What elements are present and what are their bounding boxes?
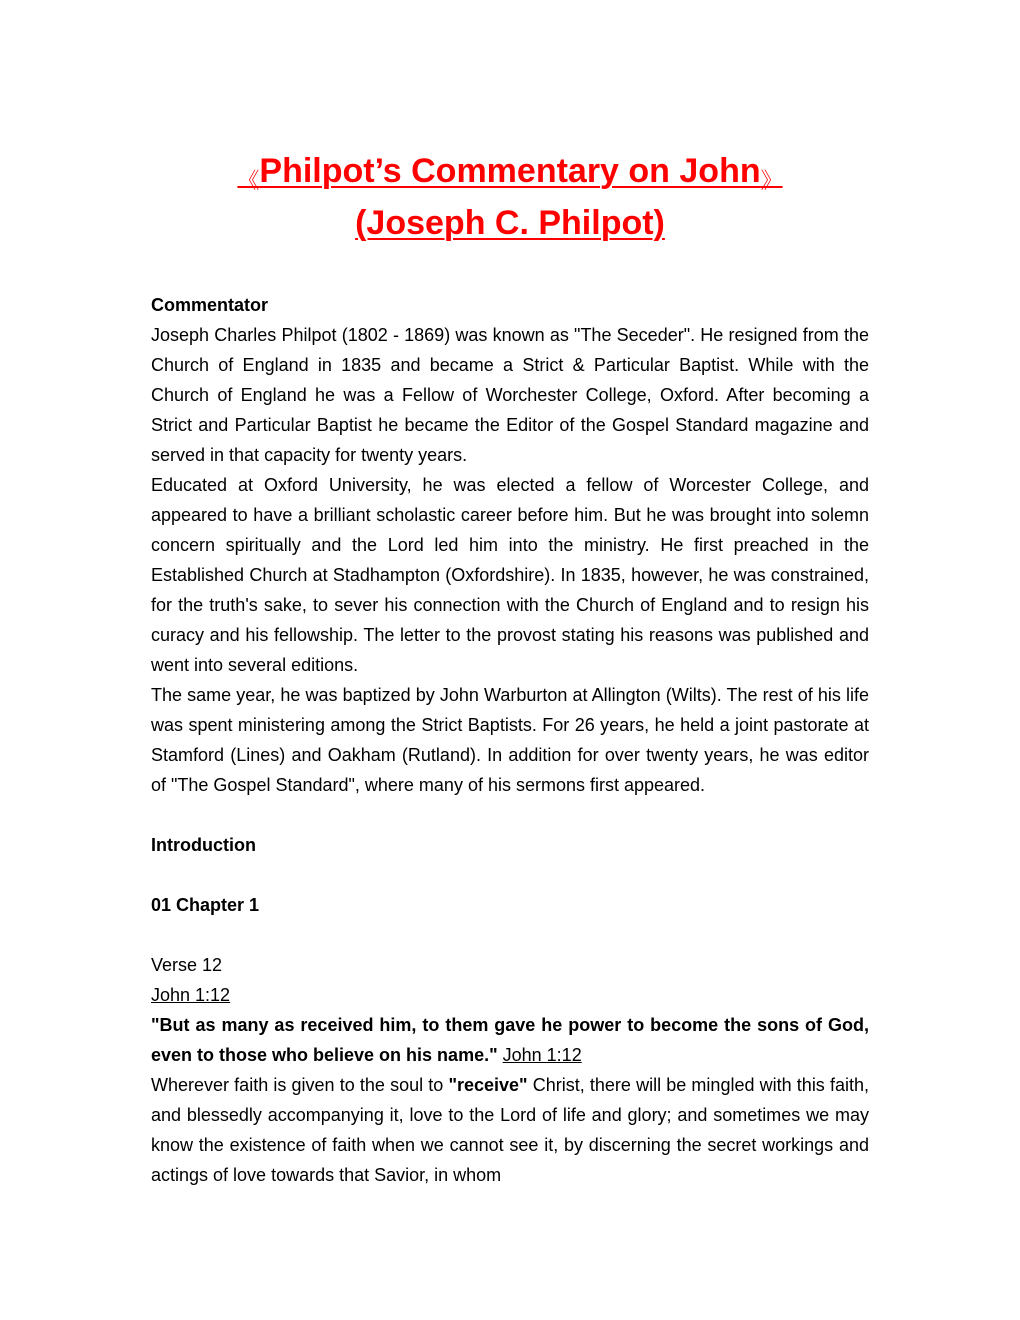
title-close-bracket: 》 (760, 168, 783, 193)
spacer (151, 860, 869, 890)
commentary-emphasis: "receive" (448, 1075, 528, 1095)
title-line-1: Philpot’s Commentary on John (259, 152, 761, 190)
title-line-2: (Joseph C. Philpot) (355, 204, 665, 242)
commentator-paragraph-3: The same year, he was baptized by John Warburton at Allington (Wilts). The rest of his life was spent ministering among the Strict Baptists. For 26 years, he held a joint pastorate at Stamford (Lines) and Oakham (Rutland). In addition for over twenty years, he was editor of "The Gospel Standard", where many of his sermons first appeared. (151, 685, 869, 795)
commentator-heading: Commentator (151, 295, 269, 315)
commentator-paragraph-1: Joseph Charles Philpot (1802 - 1869) was known as "The Seceder". He resigned from the Church of England in 1835 and became a Strict & Particular Baptist. While with the Church of England he was a Fellow of Worchester College, Oxford. After becoming a Strict and Particular Baptist he became the Editor of the Gospel Standard magazine and served in that capacity for twenty years. (151, 325, 869, 465)
spacer (151, 800, 869, 830)
commentary-text-start: Wherever faith is given to the soul to (151, 1075, 449, 1095)
chapter-heading: 01 Chapter 1 (151, 895, 260, 915)
verse-quote: "But as many as received him, to them gave he power to become the sons of God, even to those who believe on his name." (151, 1015, 869, 1065)
document-page (151, 150, 869, 1190)
document-body (151, 290, 869, 1190)
title-open-bracket: 《 (237, 168, 260, 193)
introduction-heading: Introduction (151, 835, 256, 855)
spacer (151, 920, 869, 950)
commentary-paragraph (151, 1070, 869, 1190)
commentary-text-end: Christ, there will be mingled with this faith, and blessedly accompanying it, love to the Lord of life and glory; and sometimes we may know the existence of faith when we cannot see it, by discerning the secret workings and actings of love towards that Savior, in whom (151, 1075, 869, 1185)
quote-reference-link[interactable]: John 1:12 (502, 1045, 582, 1065)
verse-label: Verse 12 (151, 955, 223, 975)
verse-reference-link[interactable]: John 1:12 (151, 985, 231, 1005)
document-title (151, 150, 869, 244)
commentator-paragraph-2: Educated at Oxford University, he was elected a fellow of Worcester College, and appeared to have a brilliant scholastic career before him. But he was brought into solemn concern spiritually and the Lord led him into the ministry. He first preached in the Established Church at Stadhampton (Oxfordshire). In 1835, however, he was constrained, for the truth's sake, to sever his connection with the Church of England and to resign his curacy and his fellowship. The letter to the provost stating his reasons was published and went into several editions. (151, 475, 869, 675)
verse-quote-paragraph (151, 1010, 869, 1070)
